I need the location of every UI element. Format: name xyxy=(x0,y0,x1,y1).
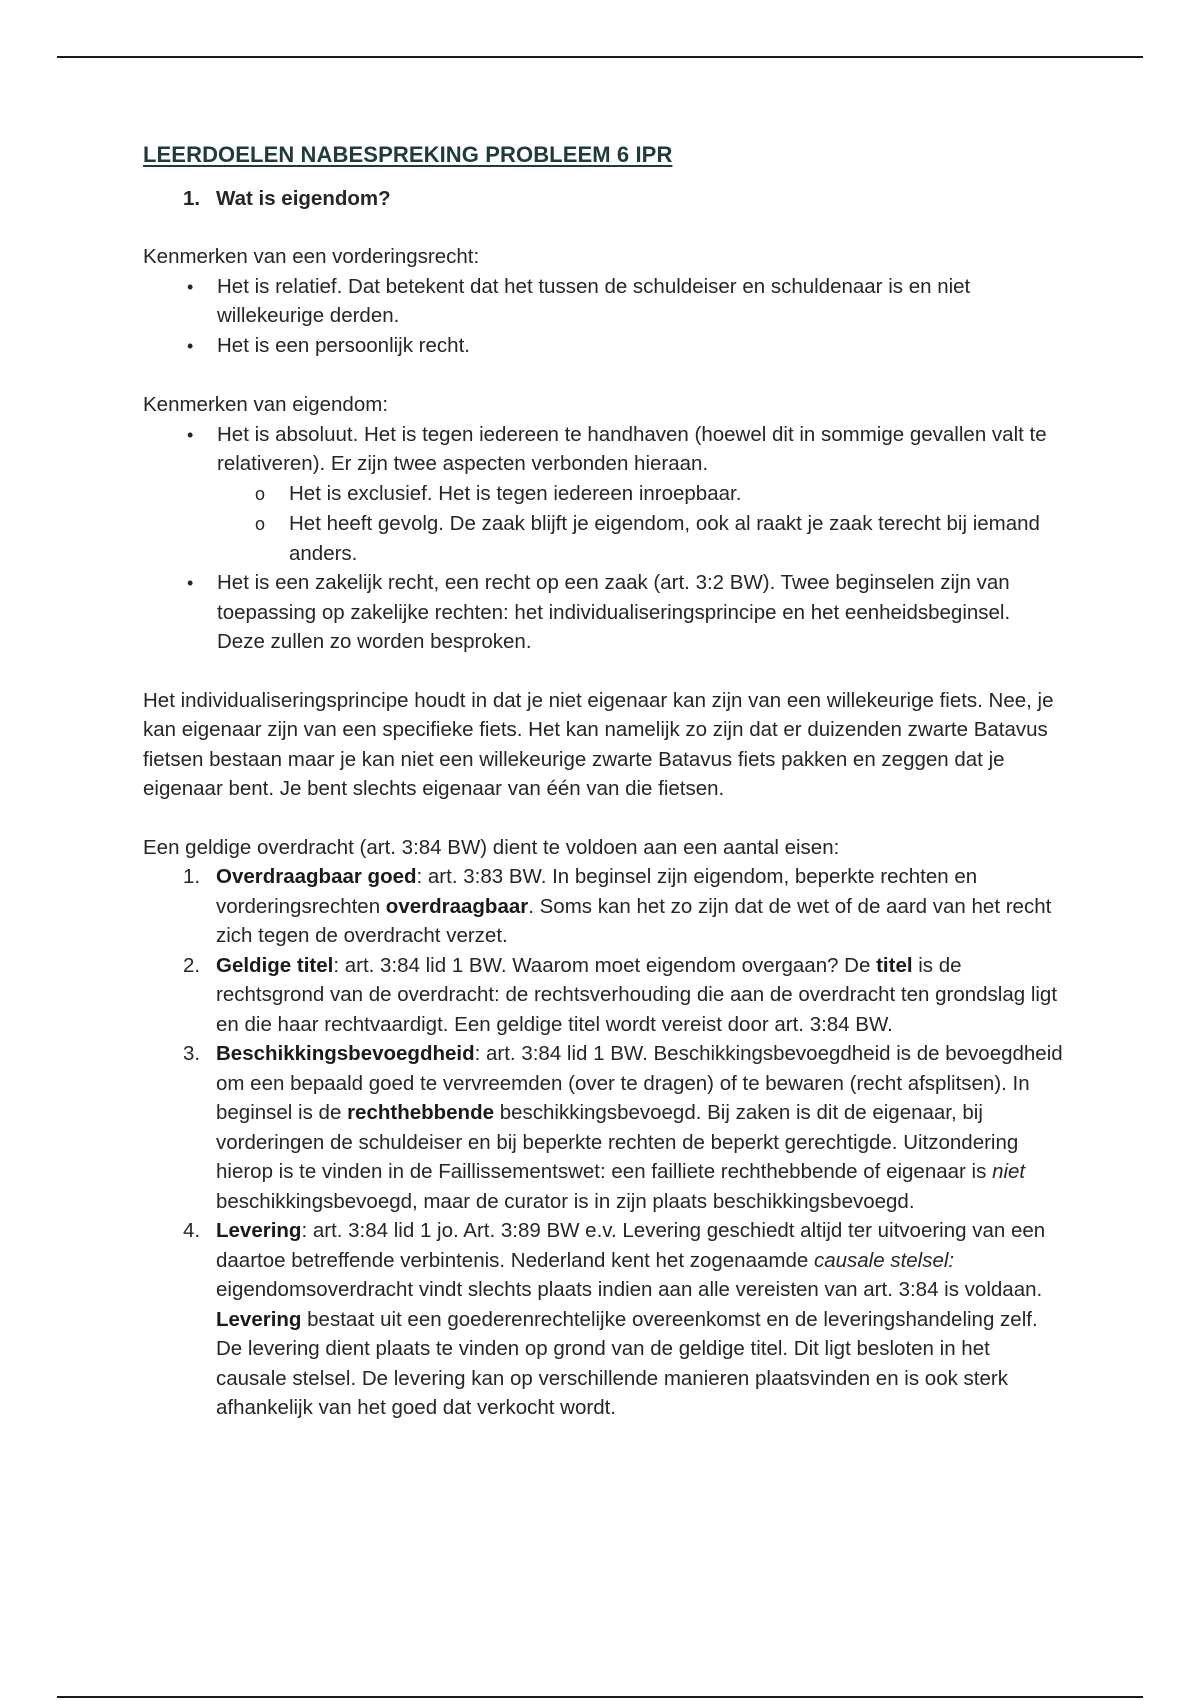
eigendom-intro: Kenmerken van eigendom: xyxy=(143,393,389,416)
item-number: 4. xyxy=(183,1219,201,1242)
heading-wat-is-eigendom xyxy=(143,184,1063,214)
sub-list-item: o Het heeft gevolg. De zaak blijft je eigendom, ook al raakt je zaak terecht bij iemand anders. xyxy=(255,512,1040,565)
individualisering-paragraph: Het individualiseringsprincipe houdt in dat je niet eigenaar kan zijn van een willekeurige fiets. Nee, je kan eigenaar zijn van een specifieke fiets. Het kan namelijk zo zijn dat er duizenden zwarte Batavus fietsen bestaan maar je kan niet een willekeurige zwarte Batavus fiets pakken en zeggen dat je eigenaar bent. Je bent slechts eigenaar van één van die fietsen. xyxy=(143,688,1054,800)
item-number: 2. xyxy=(183,953,201,977)
bullet-marker: • xyxy=(187,276,194,297)
sub-bullet-marker: o xyxy=(255,483,266,504)
eigendom-list xyxy=(143,420,1063,657)
bullet-marker: • xyxy=(187,424,194,445)
sub-bullet-marker: o xyxy=(255,514,266,534)
document-page xyxy=(143,140,1063,1423)
footer-rule xyxy=(57,1696,1143,1698)
requirement-item: 3. Beschikkingsbevoegdheid: art. 3:84 lid 1 BW. Beschikkingsbevoegdheid is de bevoegdheid om een bepaald goed te vervreemden (over te dragen) of te bewaren (recht afsplitsen). In beginsel is de rechthebbende beschikkingsbevoegd. Bij zaken is dit de eigenaar, bij vorderingen de schuldeiser en bij beperkte rechten de beperkt gerechtigde. Uitzondering hierop is te vinden in de Faillissementswet: een failliete rechthebbende of eigenaar is niet beschikkingsbevoegd, maar de curator is in zijn plaats beschikkingsbevoegd. xyxy=(143,1039,1063,1216)
item-number: 1. xyxy=(183,865,201,888)
bullet-marker: • xyxy=(187,335,194,356)
sub-list-item: o Het is exclusief. Het is tegen iedereen inroepbaar. xyxy=(143,479,1063,510)
overdracht-requirements-list xyxy=(143,862,1063,1423)
item-number: 3. xyxy=(183,1042,201,1065)
vorderingsrecht-list xyxy=(143,272,1063,362)
heading-text: Wat is eigendom? xyxy=(216,186,391,210)
requirement-item: 4. Levering: art. 3:84 lid 1 jo. Art. 3:89 BW e.v. Levering geschiedt altijd ter uitvoering van een daartoe betreffende verbintenis. Nederland kent het zogenaamde causale stelsel: eigendomsoverdracht vindt slechts plaats indien aan alle vereisten van art. 3:84 is voldaan. Levering bestaat uit een goederenrechtelijke overeenkomst en de leveringshandeling zelf. De levering dient plaats te vinden op grond van de geldige titel. Dit ligt besloten in het causale stelsel. De levering kan op verschillende manieren plaatsvinden en is ook sterk afhankelijk van het goed dat verkocht wordt. xyxy=(143,1216,1063,1423)
list-item: • Het is absoluut. Het is tegen iedereen te handhaven (hoewel dit in sommige gevallen valt te relativeren). Er zijn twee aspecten verbonden hieraan. xyxy=(187,422,1047,475)
list-item: • Het is een zakelijk recht, een recht op een zaak (art. 3:2 BW). Twee beginselen zijn van toepassing op zakelijke rechten: het individualiseringsprincipe en het eenheidsbeginsel. Deze zullen zo worden besproken. xyxy=(187,571,1011,653)
bullet-marker: • xyxy=(187,573,194,593)
list-item: • Het is een persoonlijk recht. xyxy=(143,331,1063,362)
document-title: LEERDOELEN NABESPREKING PROBLEEM 6 IPR xyxy=(143,142,673,167)
heading-number: 1. xyxy=(183,186,201,210)
header-rule xyxy=(57,56,1143,58)
vorderingsrecht-intro: Kenmerken van een vorderingsrecht: xyxy=(143,245,480,268)
requirement-item: 2. Geldige titel: art. 3:84 lid 1 BW. Waarom moet eigendom overgaan? De titel is de rechtsgrond van de overdracht: de rechtsverhouding die aan de overdracht ten grondslag ligt en die haar rechtvaardigt. Een geldige titel wordt vereist door art. 3:84 BW. xyxy=(143,951,1063,1040)
list-item: • Het is relatief. Dat betekent dat het tussen de schuldeiser en schuldenaar is en niet willekeurige derden. xyxy=(187,274,971,327)
requirement-item: 1. Overdraagbaar goed: art. 3:83 BW. In beginsel zijn eigendom, beperkte rechten en vorderingsrechten overdraagbaar. Soms kan het zo zijn dat de wet of de aard van het recht zich tegen de overdracht verzet. xyxy=(143,862,1063,951)
overdracht-intro: Een geldige overdracht (art. 3:84 BW) dient te voldoen aan een aantal eisen: xyxy=(143,835,840,859)
